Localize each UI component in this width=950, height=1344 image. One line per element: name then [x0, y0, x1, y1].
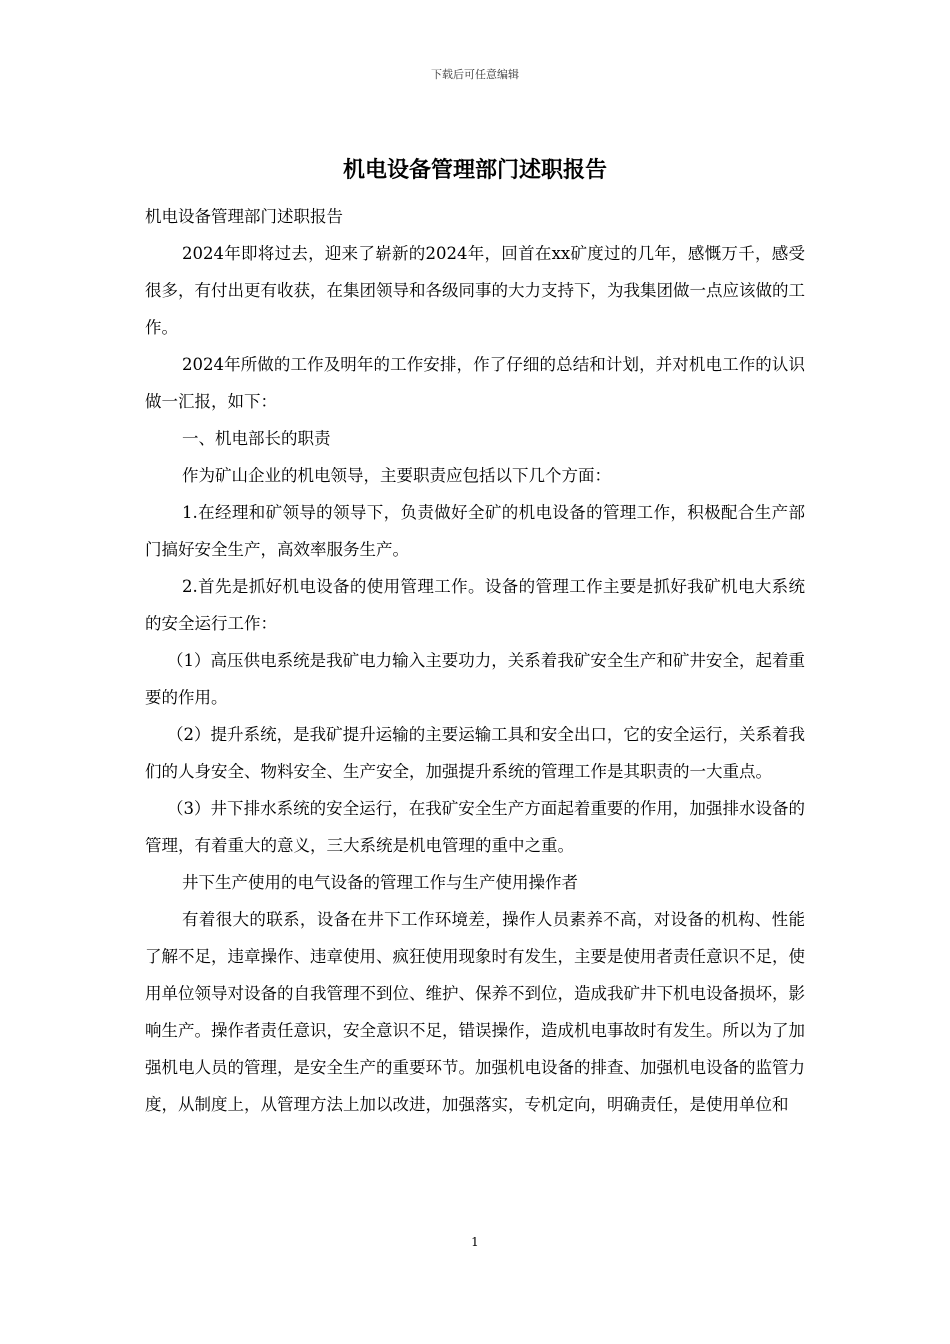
paragraph-management-issues: 有着很大的联系，设备在井下工作环境差，操作人员素养不高，对设备的机构、性能了解不足，违章操作、违章使用、疯狂使用现象时有发生，主要是使用者责任意识不足，使用单位领导对设备的自我管理不到位、维护、保养不到位，造成我矿井下机电设备损坏，影响生产。操作者责任意识，安全意识不足，错误操作，造成机电事故时有发生。所以为了加强机电人员的管理，是安全生产的重要环节。加强机电设备的排查、加强机电设备的监管力度，从制度上，从管理方法上加以改进，加强落实，专机定向，明确责任，是使用单位和	[145, 910, 805, 1114]
page-header-note: 下载后可任意编辑	[431, 68, 519, 81]
paragraph-duty-2: 2.首先是抓好机电设备的使用管理工作。设备的管理工作主要是抓好我矿机电大系统的安全运行工作：	[145, 577, 805, 633]
paragraph-item-2: （2）提升系统，是我矿提升运输的主要运输工具和安全出口，它的安全运行，关系着我们的人身安全、物料安全、生产安全，加强提升系统的管理工作是其职责的一大重点。	[145, 725, 805, 781]
paragraph-item-3: （3）井下排水系统的安全运行，在我矿安全生产方面起着重要的作用，加强排水设备的管理，有着重大的意义，三大系统是机电管理的重中之重。	[145, 799, 805, 855]
paragraph-summary: 2024年所做的工作及明年的工作安排，作了仔细的总结和计划，并对机电工作的认识做一汇报，如下：	[145, 355, 805, 411]
page-number: 1	[471, 1235, 479, 1249]
paragraph-subtitle: 机电设备管理部门述职报告	[145, 207, 343, 226]
paragraph-electrical-equipment: 井下生产使用的电气设备的管理工作与生产使用操作者	[182, 873, 578, 892]
document-title: 机电设备管理部门述职报告	[342, 157, 607, 183]
paragraph-intro: 2024年即将过去，迎来了崭新的2024年，回首在xx矿度过的几年，感慨万千，感受很多，有付出更有收获，在集团领导和各级同事的大力支持下，为我集团做一点应该做的工作。	[145, 244, 805, 337]
paragraph-duty-1: 1.在经理和矿领导的领导下，负责做好全矿的机电设备的管理工作，积极配合生产部门搞好安全生产，高效率服务生产。	[145, 503, 805, 559]
paragraph-duties-intro: 作为矿山企业的机电领导，主要职责应包括以下几个方面：	[182, 466, 611, 485]
document-body	[145, 198, 805, 1123]
paragraph-item-1: （1）高压供电系统是我矿电力输入主要功力，关系着我矿安全生产和矿井安全，起着重要的作用。	[145, 651, 805, 707]
section-heading-duties: 一、机电部长的职责	[182, 429, 331, 448]
